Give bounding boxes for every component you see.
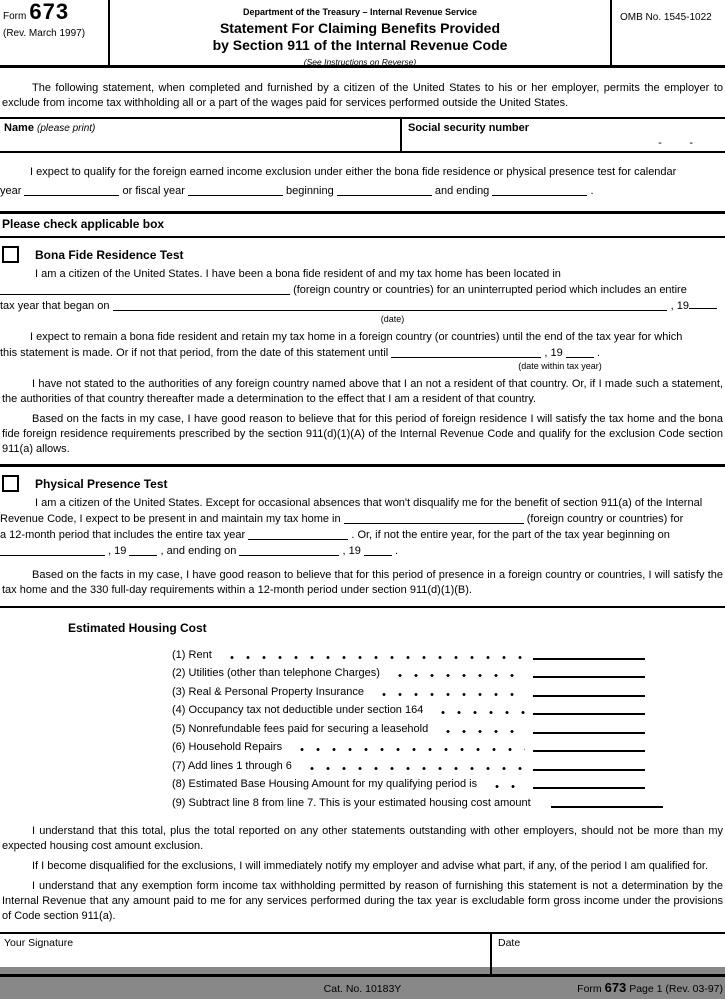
page-footer xyxy=(0,979,725,999)
bona-p4: Based on the facts in my case, I have good reason to believe that for this period of foreign residence I will satisfy the tax home and the bona fide foreign residence requirements prescribed by the section 911(d)(1)(A) of the Internal Revenue Code and qualify for the exclusion Code section 911(a) allows. xyxy=(2,413,723,455)
housing-amount-line[interactable] xyxy=(533,750,645,752)
dot-leader xyxy=(224,655,525,660)
housing-amount-line[interactable] xyxy=(533,713,645,715)
housing-item-num: (1) xyxy=(172,648,186,661)
qualify-line1: I expect to qualify for the foreign earned income exclusion under either the bona fide residence or physical presence test for calendar xyxy=(30,166,677,178)
housing-row xyxy=(172,737,645,756)
ssn-field[interactable] xyxy=(400,119,725,151)
physical-p1-line4b: , and ending on xyxy=(160,544,237,557)
physical-p1-line3a: a 12-month period that includes the entire tax year xyxy=(0,528,246,541)
name-hint: (please print) xyxy=(37,123,96,134)
footer-form-number: 673 xyxy=(604,979,627,995)
housing-amount-line[interactable] xyxy=(533,658,645,660)
bona-p2-line2b: , 19 xyxy=(544,347,563,359)
dot-leader xyxy=(304,766,525,771)
housing-item-label: Add lines 1 through 6 xyxy=(187,759,292,772)
closing-p2: If I become disqualified for the exclusions, I will immediately notify my employer and advise what part, if any, of the period I am qualified for. xyxy=(32,859,709,872)
dot-leader xyxy=(435,710,525,715)
ssn-dashes: - - xyxy=(658,137,693,149)
physical-presence-title: Physical Presence Test xyxy=(35,476,168,491)
qualify-text-year: year xyxy=(0,185,22,197)
housing-item-num: (9) xyxy=(172,796,186,809)
dot-leader xyxy=(392,673,525,678)
bona-p3: I have not stated to the authorities of any foreign country named above that I an not a resident of that country. Or, if I made such a statement, the authorities of that country thereafter made a determination to the effect that I am a resident of that country. xyxy=(2,378,723,405)
bona-tax-year-date-blank[interactable] xyxy=(113,300,666,311)
agency-line: Department of the Treasury – Internal Revenue Service xyxy=(242,7,478,17)
housing-item-label: Real & Personal Property Insurance xyxy=(188,685,364,698)
bona-p1-line3a: tax year that began on xyxy=(0,300,110,312)
housing-item-num: (3) xyxy=(172,685,186,698)
physical-begin-date-blank[interactable] xyxy=(0,545,105,556)
housing-row xyxy=(172,792,645,811)
bona-p2-line2c: . xyxy=(596,347,600,359)
physical-end-date-blank[interactable] xyxy=(239,545,339,556)
closing-paragraphs xyxy=(0,824,725,924)
housing-item-label: Subtract line 8 from line 7. This is your estimated housing cost amount xyxy=(188,796,531,809)
catalog-number: Cat. No. 10183Y xyxy=(323,982,402,995)
form-word: Form xyxy=(3,11,27,22)
housing-item-label: Occupancy tax not deductible under section 164 xyxy=(188,704,424,716)
housing-heading: Estimated Housing Cost xyxy=(68,621,207,635)
form-number: 673 xyxy=(29,0,70,24)
housing-item-label: Household Repairs xyxy=(188,741,283,753)
ssn-label: Social security number xyxy=(408,122,530,134)
bona-until-date-blank[interactable] xyxy=(391,347,541,358)
physical-presence-checkbox[interactable] xyxy=(2,475,19,492)
qualify-text-fiscal: or fiscal year xyxy=(122,185,185,197)
housing-amount-line[interactable] xyxy=(533,695,645,697)
housing-item-num: (7) xyxy=(172,759,186,772)
dot-leader xyxy=(440,729,525,734)
date-label: Date xyxy=(498,936,521,949)
form-header xyxy=(0,0,725,68)
physical-tax-year-blank[interactable] xyxy=(248,529,348,540)
housing-row xyxy=(172,681,645,700)
bona-year19-blank[interactable] xyxy=(689,298,717,309)
dot-leader xyxy=(294,747,525,752)
housing-item-num: (4) xyxy=(172,704,186,716)
housing-item-label: Nonrefundable fees paid for securing a leasehold xyxy=(188,722,429,735)
footer-page-info: Page 1 (Rev. 03-97) xyxy=(629,982,723,995)
ending-date-blank[interactable] xyxy=(492,185,587,196)
bona-p1-line2: (foreign country or countries) for an uninterrupted period which includes an entire xyxy=(293,284,687,296)
housing-amount-line[interactable] xyxy=(533,676,645,678)
signature-field[interactable] xyxy=(0,934,490,974)
qualify-paragraph xyxy=(0,165,725,202)
housing-item-label: Rent xyxy=(188,648,212,661)
physical-end-year19-blank[interactable] xyxy=(364,545,392,556)
physical-presence-section xyxy=(0,467,725,598)
date-field[interactable] xyxy=(490,934,725,974)
housing-row xyxy=(172,718,645,737)
footer-form-reference xyxy=(577,980,723,997)
physical-foreign-country-blank[interactable] xyxy=(344,513,524,524)
name-ssn-table xyxy=(0,117,725,153)
physical-p1-line4c: , 19 xyxy=(342,544,361,557)
form-number-block xyxy=(0,0,110,65)
form-title-line2: by Section 911 of the Internal Revenue Code xyxy=(212,37,508,53)
qualify-text-ending: and ending xyxy=(434,185,490,197)
qualify-period: . xyxy=(590,185,594,197)
housing-item-num: (6) xyxy=(172,741,186,753)
form-revision: (Rev. March 1997) xyxy=(3,28,86,39)
housing-row xyxy=(172,663,645,682)
bona-foreign-country-blank[interactable] xyxy=(0,284,290,295)
bona-p2-line2a: this statement is made. Or if not that period, from the date of this statement until xyxy=(0,347,389,359)
housing-row xyxy=(172,755,645,774)
qualify-text-beginning: beginning xyxy=(286,185,334,197)
fiscal-year-blank[interactable] xyxy=(188,185,283,196)
signature-table xyxy=(0,932,725,977)
physical-p1-line4d: . xyxy=(395,544,399,557)
physical-p1-line4a: , 19 xyxy=(108,544,127,557)
physical-p1-line2a: Revenue Code, I expect to be present in and maintain my tax home in xyxy=(0,512,341,525)
housing-row xyxy=(172,774,645,793)
bona-fide-section xyxy=(0,238,725,457)
signature-label: Your Signature xyxy=(4,936,74,949)
dot-leader xyxy=(376,692,525,697)
housing-item-num: (2) xyxy=(172,667,186,679)
bona-until-year19-blank[interactable] xyxy=(566,347,594,358)
closing-p1: I understand that this total, plus the total reported on any other statements outstanding with other employers, should not be more than my expected housing cost amount exclusion. xyxy=(2,824,723,852)
see-instructions: (See Instructions on Reverse) xyxy=(303,57,417,67)
bona-fide-title: Bona Fide Residence Test xyxy=(35,248,184,262)
date-caption: (date) xyxy=(380,314,405,324)
housing-item-label: Estimated Base Housing Amount for my qualifying period is xyxy=(188,778,478,790)
bona-p1-line1: I am a citizen of the United States. I have been a bona fide resident of and my tax home has been located in xyxy=(35,268,561,280)
physical-p2: Based on the facts in my case, I have good reason to believe that for this period of presence in a foreign country or countries, I will satisfy the tax home and the 330 full-day requirements within a 12-month period under section 911(d)(1)(B). xyxy=(2,568,723,596)
beginning-date-blank[interactable] xyxy=(337,185,432,196)
housing-amount-line[interactable] xyxy=(533,787,645,789)
housing-amount-line[interactable] xyxy=(533,732,645,734)
name-label: Name xyxy=(4,122,34,134)
bona-p2-line1: I expect to remain a bona fide resident and retain my tax home in a foreign country (or countries) until the end of the tax year for which xyxy=(30,331,683,343)
name-field[interactable] xyxy=(0,119,400,151)
housing-section xyxy=(0,621,725,811)
physical-p1-line2b: (foreign country or countries) for xyxy=(526,512,684,525)
bona-fide-checkbox[interactable] xyxy=(2,246,19,263)
housing-item-label: Utilities (other than telephone Charges) xyxy=(188,667,380,679)
housing-amount-line[interactable] xyxy=(551,806,663,808)
housing-amount-line[interactable] xyxy=(533,769,645,771)
footer-form-word: Form xyxy=(577,982,602,995)
omb-number: OMB No. 1545-1022 xyxy=(620,12,712,23)
form-title-block xyxy=(110,0,612,65)
physical-p1-line1: I am a citizen of the United States. Except for occasional absences that won't disqualify me for the benefit of section 911(a) of the Internal xyxy=(35,496,703,509)
check-applicable-heading: Please check applicable box xyxy=(2,216,165,231)
housing-item-num: (8) xyxy=(172,778,186,790)
divider xyxy=(0,606,725,609)
closing-p3: I understand that any exemption form income tax withholding permitted by reason of furnishing this statement is not a determination by the Internal Revenue that any amount paid to me for any services performed during the tax year is excludable form gross income under the provisions of Code section 911(a). xyxy=(2,879,723,922)
bona-p1-line3b: , 19 xyxy=(670,300,689,312)
dot-leader xyxy=(489,784,525,789)
physical-p1-line3b: . Or, if not the entire year, for the part of the tax year beginning on xyxy=(351,528,670,541)
form-title-line1: Statement For Claiming Benefits Provided xyxy=(219,20,501,36)
housing-row xyxy=(172,700,645,719)
date-within-tax-year-caption: (date within tax year) xyxy=(518,361,602,371)
housing-item-num: (5) xyxy=(172,722,186,735)
intro-paragraph: The following statement, when completed and furnished by a citizen of the United States to his or her employer, permits the employer to exclude from income tax withholding all or a part of the wages paid for services performed outside the United States. xyxy=(2,82,723,109)
physical-begin-year19-blank[interactable] xyxy=(129,545,157,556)
housing-row xyxy=(172,644,645,663)
calendar-year-blank[interactable] xyxy=(24,185,119,196)
